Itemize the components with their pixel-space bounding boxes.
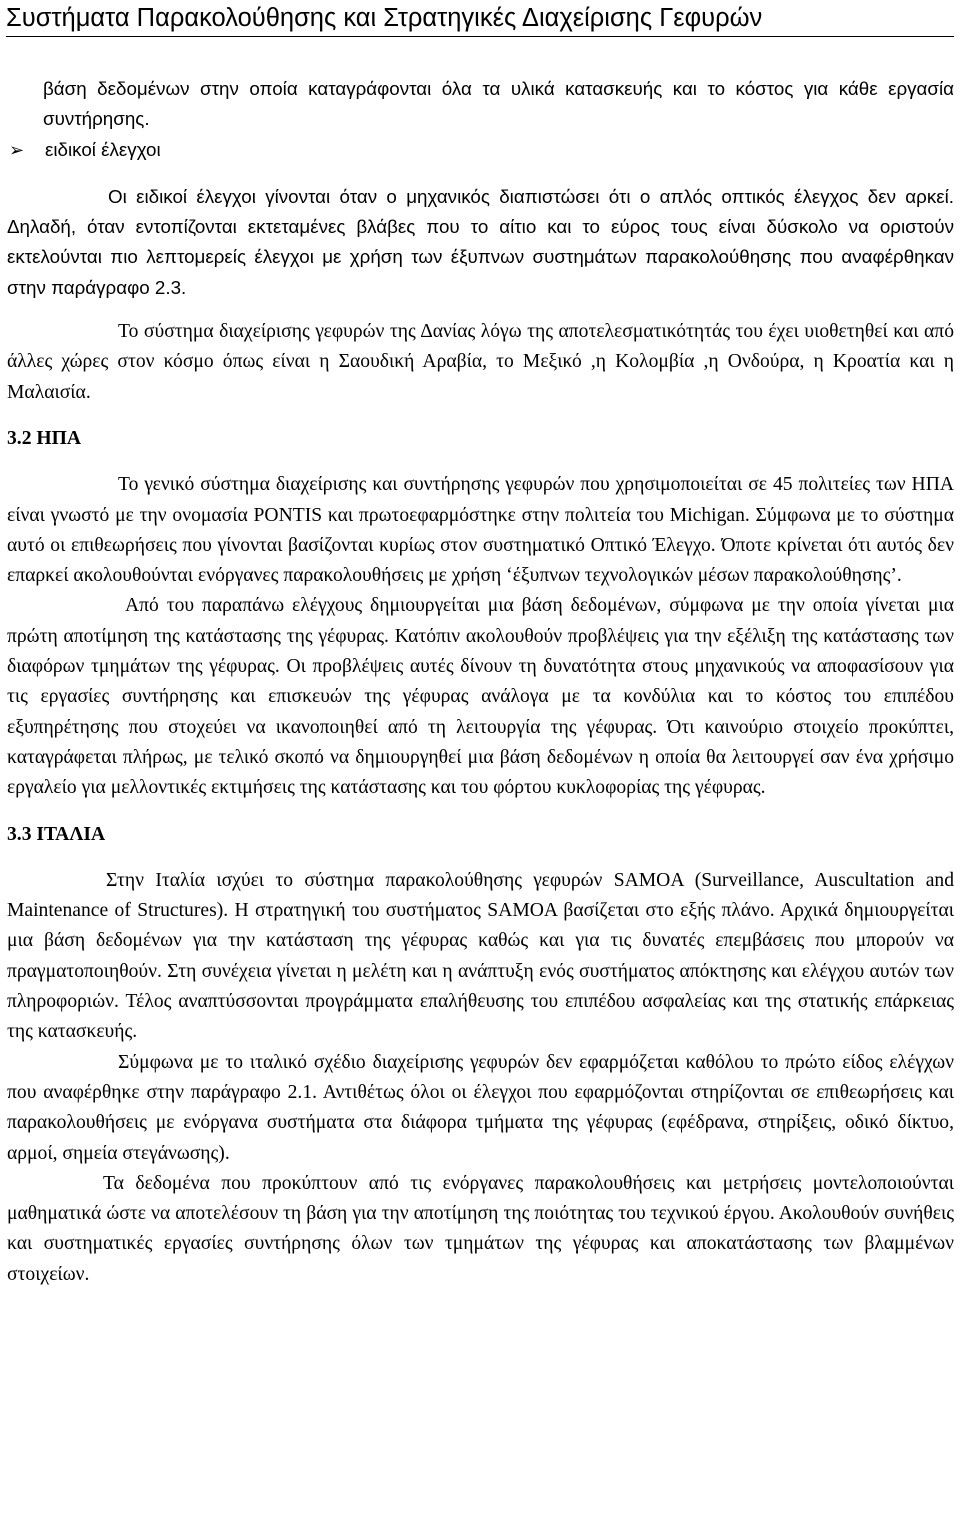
- header-title: Συστήματα Παρακολούθησης και Στρατηγικές Διαχείρισης Γεφυρών: [6, 4, 763, 32]
- special-checks-sentence-2: Δηλαδή, όταν εντοπίζονται εκτεταμένες βλάβες που το αίτιο και το εύρος τους είναι δύσκολο να οριστούν εκτελούνται πιο λεπτομερείς έλεγχοι με χρήση των έξυπνων συστημάτων παρακολούθησης που αναφέρθηκαν στην παράγραφο 2.3.: [7, 216, 954, 298]
- paragraph-denmark: Το σύστημα διαχείρισης γεφυρών της Δανίας λόγω της αποτελεσματικότητάς του έχει υιοθετηθεί και από άλλες χώρες στον κόσμο όπως είναι η Σαουδική Αραβία, το Μεξικό ,η Κολομβία ,η Ονδούρα, η Κροατία και η Μαλαισία.: [7, 321, 954, 403]
- paragraph-italy-2: Σύμφωνα με το ιταλικό σχέδιο διαχείρισης γεφυρών δεν εφαρμόζεται καθόλου το πρώτο είδος ελέγχων που αναφέρθηκε στην παράγραφο 2.1. Αντιθέτως όλοι οι έλεγχοι που εφαρμόζονται στηρίζονται σε επιθεωρήσεις και παρακολουθήσεις με ενόργανα συστήματα στα διάφορα τμήματα της γέφυρας (εφέδρανα, στηρίξεις, οδικό δίκτυο, αρμοί, σημεία στεγάνωσης).: [7, 1051, 954, 1164]
- paragraph-usa-2: Από του παραπάνω ελέγχους δημιουργείται μια βάση δεδομένων, σύμφωνα με την οποία γίνεται μια πρώτη αποτίμηση της κατάστασης της γέφυρας. Κατόπιν ακολουθούν προβλέψεις για την εξέλιξη της κατάστασης των διαφόρων τμημάτων της γέφυρας. Οι προβλέψεις αυτές δίνουν τη δυνατότητα στους μηχανικούς να αποφασίσουν για τις εργασίες συντήρησης και επισκευών της γέφυρας ανάλογα με τα κονδύλια και το κόστος του επιπέδου εξυπηρέτησης που στοχεύει να ικανοποιηθεί από τη λειτουργία της γέφυρας. Ότι καινούριο στοιχείο προκύπτει, καταγράφεται πλήρως, με τελικό σκοπό να δημιουργηθεί μια βάση δεδομένων η οποία θα λειτουργεί σαν ένα χρήσιμο εργαλείο για μελλοντικές εκτιμήσεις της κατάστασης και του φόρτου κυκλοφορίας της γέφυρας.: [7, 595, 954, 799]
- paragraph-intro: βάση δεδομένων στην οποία καταγράφονται όλα τα υλικά κατασκευής και το κόστος για κάθε εργασία συντήρησης.: [43, 78, 954, 130]
- paragraph-italy-1: Στην Ιταλία ισχύει το σύστημα παρακολούθησης γεφυρών SAMOA (Surveillance, Auscultation and Maintenance of Structures). Η στρατηγική του συστήματος SAMOA βασίζεται στο εξής πλάνο. Αρχικά δημιουργείται μια βάση δεδομένων για την κατάσταση της γέφυρας καθώς και για τις δυνατές επεμβάσεις που μπορούν να πραγματοποιηθούν. Στη συνέχεια γίνεται η μελέτη και η ανάπτυξη ενός συστήματος απόκτησης και ελέγχου αυτών των πληροφοριών. Τέλος αναπτύσσονται προγράμματα επαλήθευσης του επιπέδου ασφαλείας και της στατικής επάρκειας της κατασκευής.: [7, 869, 954, 1043]
- section-heading-usa: 3.2 ΗΠΑ: [7, 427, 82, 449]
- paragraph-italy-3: Τα δεδομένα που προκύπτουν από τις ενόργανες παρακολουθήσεις και μετρήσεις μοντελοποιούνται μαθηματικά ώστε να αποτελέσουν τη βάση για την αποτίμηση της ποιότητας του τεχνικού έργου. Ακολουθούν συνήθεις και συστηματικές εργασίες συντήρησης όλων των τμημάτων της γέφυρας και αποκατάστασης των βλαμμένων στοιχείων.: [7, 1172, 954, 1285]
- bullet-item-special-checks: [7, 135, 954, 165]
- special-checks-sentence-1: Οι ειδικοί έλεγχοι γίνονται όταν ο μηχανικός διαπιστώσει ότι ο απλός οπτικός έλεγχος δεν αρκεί.: [108, 185, 954, 207]
- section-heading-italy: 3.3 ΙΤΑΛΙΑ: [7, 823, 106, 845]
- paragraph-usa-1: Το γενικό σύστημα διαχείρισης και συντήρησης γεφυρών που χρησιμοποιείται σε 45 πολιτείες των ΗΠΑ είναι γνωστό με την ονομασία PONTIS και πρωτοεφαρμόστηκε στην πολιτεία του Michigan. Σύμφωνα με το σύστημα αυτό οι επιθεωρήσεις που γίνονται βασίζονται κυρίως στον συστηματικό Οπτικό Έλεγχο. Όποτε κρίνεται ότι αυτός δεν επαρκεί ακολουθούνται ενόργανες παρακολουθήσεις με χρήση ‘έξυπνων τεχνολογικών μέσων παρακολούθησης’.: [7, 474, 954, 587]
- bullet-label: ειδικοί έλεγχοι: [45, 138, 161, 160]
- document-body: [7, 74, 954, 1290]
- paragraph-special-checks: [7, 182, 954, 303]
- running-header: [6, 2, 954, 37]
- arrow-bullet-icon: ➢: [9, 139, 25, 160]
